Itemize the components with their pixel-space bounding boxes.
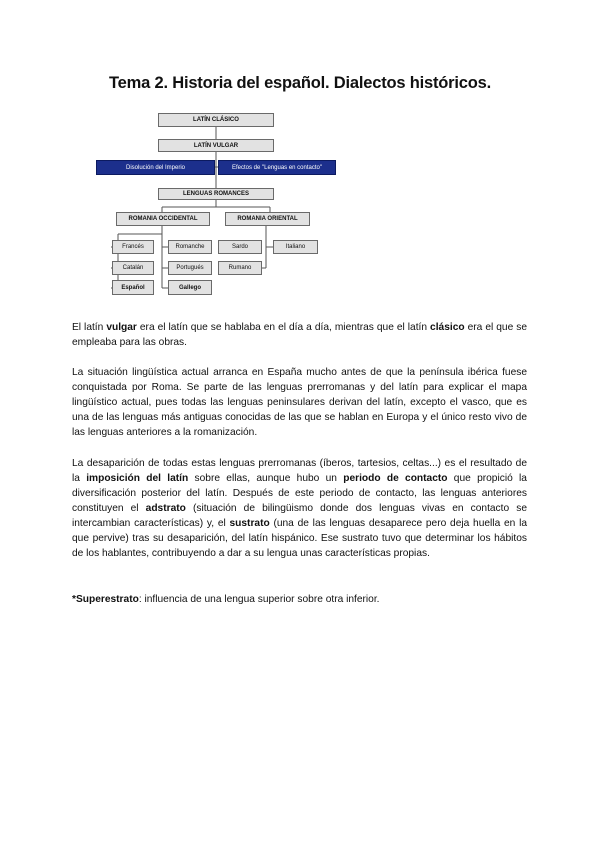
- node-romanche: Romanche: [168, 240, 212, 254]
- paragraph-situacion-linguistica: La situación lingüística actual arranca en España mucho antes de que la península ibérica fuese conquistada por Roma. Se parte de las lenguas prerromanas y del latín para explicar el mapa lingüístico actual, pues todas las lenguas peninsulares derivan del latín, excepto el vasco, que es una de las lenguas más antiguas conocidas de las que se hablan en Europa y el único resto vivo de las lenguas anteriores a la romanización.: [72, 367, 527, 438]
- node-italiano: Italiano: [273, 240, 318, 254]
- node-romania-occidental: ROMANIA OCCIDENTAL: [116, 212, 210, 226]
- node-disolucion-imperio: Disolución del Imperio: [96, 160, 215, 175]
- node-latin-vulgar: LATÍN VULGAR: [158, 139, 274, 152]
- node-rumano: Rumano: [218, 261, 262, 275]
- paragraph-desaparicion-lenguas: La desaparición de todas estas lenguas prerromanas (íberos, tartesios, celtas...) es el resultado de la imposición del latín sobre ellas, aunque hubo un periodo de contacto que propició la diversificación posterior del latín. Después de este periodo de contacto, las lenguas anteriores constituyen el adstrato (situación de bilingüismo donde dos lenguas vivas en contacto se intercambian características) y, el sustrato (una de las lenguas desaparece pero deja huella en la que pervive) tras su desaparición, del latín hispánico. Ese sustrato tuvo que determinar los hábitos de los hablantes, contribuyendo a dar a su lengua unas características propias.: [72, 458, 528, 559]
- node-sardo: Sardo: [218, 240, 262, 254]
- node-catalan: Catalán: [112, 261, 154, 275]
- node-portugues: Portugués: [168, 261, 212, 275]
- language-tree-diagram: [0, 0, 600, 310]
- node-gallego: Gallego: [168, 280, 212, 295]
- paragraph-latin-vulgar: El latín vulgar era el latín que se hablaba en el día a día, mientras que el latín clásico era el que se empleaba para las obras.: [72, 322, 527, 348]
- page-title: Tema 2. Historia del español. Dialectos históricos.: [109, 74, 491, 92]
- node-romania-oriental: ROMANIA ORIENTAL: [225, 212, 310, 226]
- paragraph-superestrato: *Superestrato: influencia de una lengua superior sobre otra inferior.: [72, 594, 380, 605]
- node-frances: Francés: [112, 240, 154, 254]
- node-lenguas-romances: LENGUAS ROMANCES: [158, 188, 274, 200]
- node-espanol: Español: [112, 280, 154, 295]
- diagram-connectors: [0, 0, 600, 310]
- node-efectos-lenguas-contacto: Efectos de "Lenguas en contacto": [218, 160, 336, 175]
- node-latin-clasico: LATÍN CLÁSICO: [158, 113, 274, 127]
